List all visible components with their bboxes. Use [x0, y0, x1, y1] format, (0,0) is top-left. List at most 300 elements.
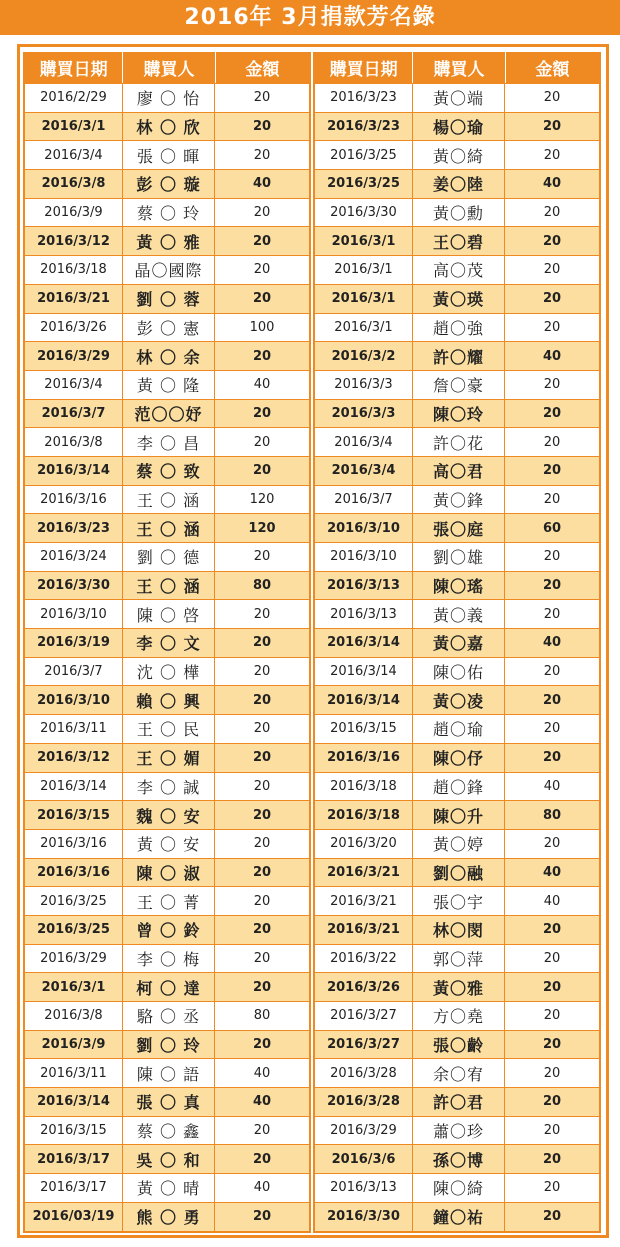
cell-buyer: 劉 〇 玲 — [123, 1031, 215, 1059]
cell-buyer: 魏 〇 安 — [123, 801, 215, 829]
cell-amount: 20 — [542, 291, 562, 307]
cell-amount: 20 — [542, 463, 562, 479]
donor-table-right — [313, 52, 601, 1233]
cell-amount: 40 — [542, 635, 562, 651]
table-row — [25, 772, 309, 801]
cell-amount: 20 — [253, 1123, 271, 1139]
cell-amount: 80 — [253, 1008, 271, 1024]
cell-date: 2016/3/22 — [315, 945, 413, 973]
cell-date: 2016/3/9 — [25, 199, 123, 227]
table-header — [25, 52, 309, 83]
cell-buyer: 楊〇瑜 — [413, 113, 505, 141]
table-row — [315, 140, 599, 169]
cell-amount: 40 — [253, 1065, 271, 1081]
cell-date: 2016/3/25 — [315, 141, 413, 169]
cell-buyer: 高〇君 — [413, 457, 505, 485]
table-row — [25, 743, 309, 772]
table-row — [25, 112, 309, 141]
cell-date: 2016/3/28 — [315, 1059, 413, 1087]
cell-date: 2016/3/16 — [25, 486, 123, 514]
cell-date: 2016/3/26 — [25, 314, 123, 342]
cell-amount: 20 — [543, 90, 561, 106]
table-row — [315, 1058, 599, 1087]
cell-date: 2016/3/27 — [315, 1031, 413, 1059]
table-row — [315, 1144, 599, 1173]
cell-amount: 20 — [542, 578, 562, 594]
cell-date: 2016/3/3 — [315, 400, 413, 428]
table-row — [25, 1116, 309, 1145]
table-row — [315, 599, 599, 628]
cell-amount: 20 — [253, 606, 271, 622]
cell-date: 2016/3/2 — [315, 342, 413, 370]
cell-amount: 20 — [542, 1037, 562, 1053]
cell-buyer: 黃〇綺 — [413, 141, 505, 169]
cell-date: 2016/3/16 — [315, 744, 413, 772]
table-row — [315, 226, 599, 255]
cell-date: 2016/3/8 — [25, 170, 123, 198]
table-row — [315, 169, 599, 198]
cell-date: 2016/3/1 — [315, 314, 413, 342]
cell-buyer: 王 〇 涵 — [123, 486, 215, 514]
table-row — [315, 83, 599, 112]
cell-date: 2016/3/14 — [25, 1088, 123, 1116]
cell-buyer: 詹〇豪 — [413, 371, 505, 399]
cell-amount: 20 — [543, 1065, 561, 1081]
table-row — [25, 485, 309, 514]
cell-buyer: 黃〇鋒 — [413, 486, 505, 514]
table-row — [315, 944, 599, 973]
cell-buyer: 高〇茂 — [413, 256, 505, 284]
table-row — [25, 858, 309, 887]
cell-amount: 40 — [543, 893, 561, 909]
donor-list-frame — [17, 44, 609, 1238]
page-title: 2016年 3月捐款芳名錄 — [0, 0, 620, 35]
cell-amount: 20 — [253, 664, 271, 680]
cell-date: 2016/3/14 — [315, 658, 413, 686]
table-row — [315, 571, 599, 600]
cell-date: 2016/3/1 — [25, 973, 123, 1001]
cell-date: 2016/3/1 — [315, 285, 413, 313]
cell-buyer: 蔡 〇 致 — [123, 457, 215, 485]
cell-amount: 60 — [542, 520, 562, 536]
cell-date: 2016/3/30 — [315, 199, 413, 227]
cell-amount: 20 — [253, 778, 271, 794]
cell-buyer: 陳〇瑤 — [413, 572, 505, 600]
table-row — [315, 542, 599, 571]
table-row — [25, 284, 309, 313]
cell-amount: 20 — [542, 405, 562, 421]
cell-amount: 20 — [252, 233, 272, 249]
cell-amount: 40 — [542, 864, 562, 880]
cell-buyer: 黃 〇 晴 — [123, 1174, 215, 1202]
cell-amount: 20 — [252, 1151, 272, 1167]
cell-date: 2016/3/8 — [25, 1002, 123, 1030]
cell-amount: 20 — [543, 147, 561, 163]
cell-amount: 20 — [252, 405, 272, 421]
cell-buyer: 黃〇雅 — [413, 973, 505, 1001]
cell-buyer: 李 〇 文 — [123, 629, 215, 657]
cell-buyer: 林〇閔 — [413, 916, 505, 944]
cell-date: 2016/3/13 — [315, 1174, 413, 1202]
table-row — [25, 513, 309, 542]
cell-buyer: 劉〇雄 — [413, 543, 505, 571]
header-amount: 金額 — [535, 60, 570, 80]
cell-amount: 20 — [252, 807, 272, 823]
table-row — [25, 657, 309, 686]
cell-buyer: 彭 〇 璇 — [123, 170, 215, 198]
cell-date: 2016/3/13 — [315, 600, 413, 628]
cell-amount: 20 — [543, 1180, 561, 1196]
cell-buyer: 張 〇 真 — [123, 1088, 215, 1116]
table-body-left — [25, 83, 309, 1231]
donor-table-left — [23, 52, 311, 1233]
table-row — [25, 341, 309, 370]
cell-date: 2016/3/23 — [25, 514, 123, 542]
cell-amount: 40 — [542, 348, 562, 364]
cell-buyer: 孫〇博 — [413, 1145, 505, 1173]
cell-buyer: 廖 〇 怡 — [123, 84, 215, 112]
cell-buyer: 許〇耀 — [413, 342, 505, 370]
cell-date: 2016/3/15 — [25, 1117, 123, 1145]
cell-amount: 20 — [542, 1151, 562, 1167]
cell-amount: 20 — [542, 750, 562, 766]
cell-buyer: 郭〇萍 — [413, 945, 505, 973]
cell-amount: 120 — [249, 491, 275, 507]
header-buyer: 購買人 — [123, 52, 215, 83]
cell-buyer: 王 〇 涵 — [123, 514, 215, 542]
table-row — [25, 628, 309, 657]
table-row — [25, 886, 309, 915]
cell-date: 2016/3/12 — [25, 227, 123, 255]
table-row — [25, 1058, 309, 1087]
cell-date: 2016/3/4 — [25, 141, 123, 169]
table-row — [315, 513, 599, 542]
table-row — [315, 341, 599, 370]
table-row — [315, 685, 599, 714]
cell-date: 2016/3/4 — [25, 371, 123, 399]
cell-buyer: 黃〇嘉 — [413, 629, 505, 657]
cell-amount: 20 — [543, 262, 561, 278]
cell-buyer: 趙〇鋒 — [413, 773, 505, 801]
cell-amount: 20 — [253, 950, 271, 966]
table-row — [315, 399, 599, 428]
cell-amount: 20 — [252, 979, 272, 995]
cell-buyer: 黃〇瑛 — [413, 285, 505, 313]
cell-date: 2016/2/29 — [25, 84, 123, 112]
cell-date: 2016/3/18 — [315, 773, 413, 801]
table-row — [315, 1087, 599, 1116]
cell-date: 2016/3/30 — [25, 572, 123, 600]
table-row — [315, 628, 599, 657]
table-row — [315, 112, 599, 141]
cell-date: 2016/3/9 — [25, 1031, 123, 1059]
table-row — [25, 399, 309, 428]
table-row — [25, 685, 309, 714]
table-row — [315, 858, 599, 887]
cell-amount: 20 — [252, 922, 272, 938]
table-row — [315, 1030, 599, 1059]
cell-buyer: 黃〇端 — [413, 84, 505, 112]
cell-amount: 20 — [252, 119, 272, 135]
cell-date: 2016/3/6 — [315, 1145, 413, 1173]
cell-amount: 80 — [542, 807, 562, 823]
table-row — [315, 800, 599, 829]
cell-amount: 20 — [543, 1123, 561, 1139]
cell-date: 2016/3/10 — [25, 686, 123, 714]
table-row — [25, 198, 309, 227]
cell-date: 2016/3/18 — [315, 801, 413, 829]
cell-date: 2016/3/27 — [315, 1002, 413, 1030]
cell-date: 2016/3/18 — [25, 256, 123, 284]
cell-amount: 20 — [252, 692, 272, 708]
cell-date: 2016/3/20 — [315, 830, 413, 858]
cell-amount: 20 — [543, 549, 561, 565]
cell-buyer: 劉 〇 蓉 — [123, 285, 215, 313]
table-row — [315, 743, 599, 772]
cell-buyer: 吳 〇 和 — [123, 1145, 215, 1173]
cell-date: 2016/3/23 — [315, 113, 413, 141]
cell-amount: 20 — [542, 119, 562, 135]
table-row — [315, 972, 599, 1001]
table-row — [315, 1116, 599, 1145]
table-row — [25, 427, 309, 456]
cell-buyer: 賴 〇 興 — [123, 686, 215, 714]
cell-buyer: 彭 〇 憲 — [123, 314, 215, 342]
cell-date: 2016/3/16 — [25, 830, 123, 858]
cell-amount: 20 — [543, 434, 561, 450]
cell-date: 2016/03/19 — [25, 1203, 123, 1231]
cell-buyer: 王 〇 民 — [123, 715, 215, 743]
cell-date: 2016/3/4 — [315, 457, 413, 485]
table-row — [25, 829, 309, 858]
cell-amount: 20 — [253, 434, 271, 450]
table-row — [25, 169, 309, 198]
cell-buyer: 林 〇 欣 — [123, 113, 215, 141]
cell-amount: 20 — [252, 291, 272, 307]
cell-buyer: 熊 〇 勇 — [123, 1203, 215, 1231]
cell-amount: 40 — [542, 176, 562, 192]
cell-buyer: 許〇君 — [413, 1088, 505, 1116]
cell-amount: 20 — [542, 692, 562, 708]
table-row — [25, 915, 309, 944]
cell-buyer: 王 〇 媚 — [123, 744, 215, 772]
table-row — [315, 1173, 599, 1202]
cell-buyer: 陳〇綺 — [413, 1174, 505, 1202]
table-row — [315, 772, 599, 801]
cell-amount: 20 — [542, 233, 562, 249]
cell-amount: 20 — [543, 491, 561, 507]
cell-amount: 20 — [543, 836, 561, 852]
cell-date: 2016/3/10 — [315, 514, 413, 542]
cell-date: 2016/3/13 — [315, 572, 413, 600]
cell-amount: 20 — [253, 721, 271, 737]
cell-date: 2016/3/25 — [315, 170, 413, 198]
table-header — [315, 52, 599, 83]
cell-buyer: 黃〇勳 — [413, 199, 505, 227]
table-row — [315, 485, 599, 514]
header-amount: 金額 — [245, 60, 280, 80]
cell-amount: 20 — [253, 893, 271, 909]
table-row — [25, 1001, 309, 1030]
cell-date: 2016/3/11 — [25, 1059, 123, 1087]
cell-amount: 20 — [543, 950, 561, 966]
table-row — [25, 972, 309, 1001]
cell-date: 2016/3/24 — [25, 543, 123, 571]
table-row — [315, 370, 599, 399]
cell-amount: 20 — [543, 721, 561, 737]
cell-date: 2016/3/23 — [315, 84, 413, 112]
cell-amount: 20 — [253, 262, 271, 278]
cell-buyer: 鐘〇祐 — [413, 1203, 505, 1231]
table-row — [25, 1030, 309, 1059]
cell-amount: 20 — [543, 377, 561, 393]
cell-buyer: 陳 〇 淑 — [123, 859, 215, 887]
cell-amount: 20 — [543, 319, 561, 335]
cell-date: 2016/3/3 — [315, 371, 413, 399]
cell-buyer: 李 〇 誠 — [123, 773, 215, 801]
cell-buyer: 陳〇玲 — [413, 400, 505, 428]
table-row — [315, 714, 599, 743]
cell-amount: 20 — [253, 90, 271, 106]
cell-buyer: 張〇宇 — [413, 887, 505, 915]
cell-buyer: 方〇堯 — [413, 1002, 505, 1030]
cell-date: 2016/3/28 — [315, 1088, 413, 1116]
table-row — [25, 140, 309, 169]
table-row — [25, 370, 309, 399]
cell-buyer: 林 〇 余 — [123, 342, 215, 370]
cell-buyer: 黃 〇 雅 — [123, 227, 215, 255]
cell-amount: 120 — [248, 520, 276, 536]
cell-date: 2016/3/12 — [25, 744, 123, 772]
cell-date: 2016/3/19 — [25, 629, 123, 657]
cell-date: 2016/3/10 — [25, 600, 123, 628]
cell-date: 2016/3/8 — [25, 428, 123, 456]
cell-date: 2016/3/14 — [25, 457, 123, 485]
cell-buyer: 許〇花 — [413, 428, 505, 456]
cell-amount: 20 — [252, 750, 272, 766]
cell-amount: 20 — [252, 1037, 272, 1053]
table-row — [315, 1001, 599, 1030]
cell-buyer: 王 〇 涵 — [123, 572, 215, 600]
cell-date: 2016/3/14 — [315, 686, 413, 714]
cell-date: 2016/3/4 — [315, 428, 413, 456]
cell-amount: 20 — [543, 1008, 561, 1024]
cell-amount: 80 — [252, 578, 272, 594]
table-row — [25, 313, 309, 342]
cell-buyer: 黃〇義 — [413, 600, 505, 628]
table-row — [315, 886, 599, 915]
table-row — [315, 829, 599, 858]
cell-amount: 20 — [252, 864, 272, 880]
cell-buyer: 李 〇 昌 — [123, 428, 215, 456]
table-row — [25, 226, 309, 255]
cell-amount: 40 — [252, 1094, 272, 1110]
table-row — [25, 599, 309, 628]
cell-amount: 40 — [253, 1180, 271, 1196]
table-row — [315, 198, 599, 227]
table-row — [25, 714, 309, 743]
cell-buyer: 張〇庭 — [413, 514, 505, 542]
cell-amount: 20 — [543, 205, 561, 221]
table-row — [315, 915, 599, 944]
cell-date: 2016/3/26 — [315, 973, 413, 1001]
cell-date: 2016/3/1 — [315, 227, 413, 255]
cell-date: 2016/3/21 — [25, 285, 123, 313]
cell-amount: 20 — [253, 836, 271, 852]
cell-date: 2016/3/25 — [25, 916, 123, 944]
cell-date: 2016/3/14 — [315, 629, 413, 657]
cell-amount: 20 — [252, 1209, 272, 1225]
table-row — [25, 1087, 309, 1116]
table-row — [25, 800, 309, 829]
cell-buyer: 曾 〇 鈴 — [123, 916, 215, 944]
cell-buyer: 黃〇婷 — [413, 830, 505, 858]
header-date: 購買日期 — [315, 52, 413, 83]
table-row — [25, 542, 309, 571]
cell-buyer: 陳 〇 語 — [123, 1059, 215, 1087]
cell-buyer: 張 〇 暉 — [123, 141, 215, 169]
cell-amount: 40 — [253, 377, 271, 393]
table-row — [25, 1202, 309, 1231]
cell-buyer: 劉 〇 德 — [123, 543, 215, 571]
cell-buyer: 陳 〇 啓 — [123, 600, 215, 628]
cell-date: 2016/3/7 — [25, 400, 123, 428]
cell-buyer: 趙〇瑜 — [413, 715, 505, 743]
table-row — [25, 456, 309, 485]
cell-buyer: 范〇〇妤 — [123, 400, 215, 428]
table-row — [315, 427, 599, 456]
cell-buyer: 駱 〇 丞 — [123, 1002, 215, 1030]
cell-date: 2016/3/16 — [25, 859, 123, 887]
table-row — [315, 657, 599, 686]
cell-date: 2016/3/15 — [25, 801, 123, 829]
cell-amount: 40 — [252, 176, 272, 192]
table-row — [315, 284, 599, 313]
cell-date: 2016/3/10 — [315, 543, 413, 571]
cell-buyer: 黃 〇 隆 — [123, 371, 215, 399]
cell-amount: 20 — [252, 463, 272, 479]
cell-date: 2016/3/21 — [315, 916, 413, 944]
table-row — [25, 83, 309, 112]
cell-amount: 100 — [249, 319, 275, 335]
cell-buyer: 王〇碧 — [413, 227, 505, 255]
cell-buyer: 陳〇伃 — [413, 744, 505, 772]
table-row — [315, 255, 599, 284]
cell-date: 2016/3/1 — [25, 113, 123, 141]
cell-buyer: 趙〇強 — [413, 314, 505, 342]
table-row — [315, 456, 599, 485]
cell-amount: 20 — [253, 147, 271, 163]
cell-date: 2016/3/1 — [315, 256, 413, 284]
cell-date: 2016/3/29 — [25, 342, 123, 370]
header-buyer: 購買人 — [413, 52, 505, 83]
cell-amount: 20 — [543, 664, 561, 680]
cell-buyer: 黃 〇 安 — [123, 830, 215, 858]
cell-buyer: 晶〇國際 — [123, 256, 215, 284]
table-row — [315, 313, 599, 342]
table-row — [25, 1144, 309, 1173]
cell-buyer: 張〇齡 — [413, 1031, 505, 1059]
cell-date: 2016/3/11 — [25, 715, 123, 743]
cell-buyer: 沈 〇 樺 — [123, 658, 215, 686]
cell-buyer: 柯 〇 達 — [123, 973, 215, 1001]
cell-buyer: 蔡 〇 玲 — [123, 199, 215, 227]
cell-buyer: 李 〇 梅 — [123, 945, 215, 973]
cell-amount: 20 — [542, 1094, 562, 1110]
table-body-right — [315, 83, 599, 1231]
cell-buyer: 王 〇 菁 — [123, 887, 215, 915]
cell-buyer: 蔡 〇 鑫 — [123, 1117, 215, 1145]
